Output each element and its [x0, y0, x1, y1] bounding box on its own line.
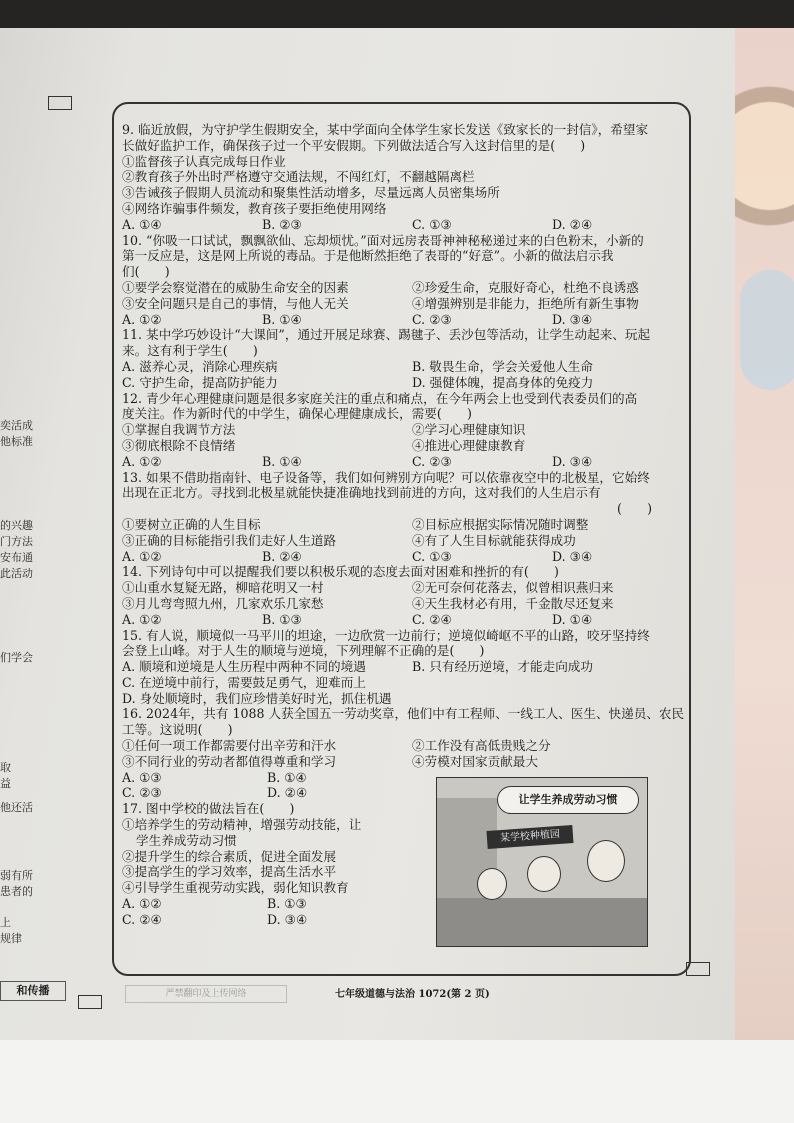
- q15-stem: 15. 有人说，顺境似一马平川的坦途，一边欣赏一边前行；逆境似崎岖不平的山路，咬牙坚持终: [122, 627, 650, 643]
- q14-options: [122, 612, 682, 628]
- option-c: C. ①③: [412, 216, 452, 232]
- option-d: D. 身处顺境时，我们应珍惜美好时光，抓住机遇: [122, 690, 392, 706]
- option-a: A. ①②: [122, 611, 162, 627]
- q11-stem: 来。这有利于学生( ): [122, 343, 258, 359]
- q11-options: [122, 375, 682, 391]
- margin-text: 们学会: [0, 651, 33, 664]
- margin-text: 安布通: [0, 551, 33, 564]
- q10-items: [122, 296, 682, 312]
- item: ①山重水复疑无路，柳暗花明又一村: [122, 580, 324, 596]
- table-surface: [0, 1040, 794, 1123]
- q13-stem: ( ): [616, 501, 652, 517]
- item: ②珍爱生命，克服好奇心，杜绝不良诱惑: [412, 279, 639, 295]
- item: ④天生我材必有用，千金散尽还复来: [412, 595, 614, 611]
- q17-item: ②提升学生的综合素质，促进全面发展: [122, 848, 337, 864]
- q9-stem: 9. 临近放假，为守护学生假期安全，某中学面向全体学生家长发送《致家长的一封信》，希望家: [122, 122, 649, 137]
- item: ④增强辨别是非能力，拒绝所有新生事物: [412, 295, 639, 311]
- option-a: A. 滋养心灵，消除心理疾病: [122, 358, 278, 374]
- q13-items: [122, 533, 682, 549]
- option-a: A. ①③: [122, 769, 162, 785]
- q11-stem: 11. 某中学巧妙设计“大课间”，通过开展足球赛、踢毽子、丢沙包等活动，让学生动起来、玩起: [122, 327, 651, 343]
- q9-stem: 长做好监护工作，确保孩子过一个平安假期。下列做法适合写入这封信里的是( ): [122, 137, 586, 153]
- item: ③正确的目标能指引我们走好人生道路: [122, 532, 337, 548]
- speech-bubble: 让学生养成劳动习惯: [497, 786, 639, 814]
- q12-items: [122, 422, 682, 438]
- option-a: A. 顺境和逆境是人生历程中两种不同的境遇: [122, 659, 366, 675]
- faint-stamp: 严禁翻印及上传网络: [125, 985, 287, 1003]
- q10-options: [122, 312, 682, 328]
- margin-text: 患者的: [0, 885, 33, 898]
- q14-stem: 14. 下列诗句中可以提醒我们要以积极乐观的态度去面对困难和挫折的有( ): [122, 564, 559, 580]
- option-b: B. ①③: [267, 896, 307, 912]
- q17-stem: 17. 图中学校的做法旨在( ): [122, 801, 295, 817]
- option-d: D. ②④: [552, 216, 593, 232]
- q10-stem: 第一反应是，这是网上所说的毒品。于是他断然拒绝了表哥的“好意”。小新的做法启示我: [122, 248, 614, 264]
- q16-stem: 16. 2024年，共有 1088 人获全国五一劳动奖章，他们中有工程师、一线工人、医生、快递员、农民: [122, 706, 685, 722]
- q17-item: 学生养成劳动习惯: [136, 832, 237, 848]
- margin-text: 他标准: [0, 435, 33, 448]
- q15-options: [122, 659, 682, 675]
- corner-mark: [78, 995, 102, 1009]
- option-b: B. ①④: [262, 311, 302, 327]
- q14-items: [122, 580, 682, 596]
- margin-text: 此活动: [0, 567, 33, 580]
- q17-item: ①培养学生的劳动精神，增强劳动技能，让: [122, 817, 362, 833]
- q9-options: [122, 217, 682, 233]
- option-c: C. ②④: [412, 611, 452, 627]
- q15-stem: 会登上山峰。对于人生的顺境与逆境，下列理解不正确的是( ): [122, 643, 485, 659]
- page-number: 七年级道德与法治 1072(第 2 页): [335, 989, 490, 1000]
- top-shadow: [0, 0, 794, 28]
- option-b: B. ①④: [267, 769, 307, 785]
- q10-stem: 们( ): [122, 264, 170, 280]
- option-c: C. ②④: [122, 911, 162, 927]
- margin-text: 规律: [0, 932, 22, 945]
- q17-item: ④引导学生重视劳动实践，弱化知识教育: [122, 880, 349, 896]
- q17-item: ③提高学生的学习效率，提高生活水平: [122, 864, 337, 880]
- option-b: B. ①④: [262, 453, 302, 469]
- ground: [437, 898, 647, 946]
- option-d: D. ②④: [267, 785, 308, 801]
- q13-options: [122, 549, 682, 565]
- q10-stem: 10. “你吸一口试试，飘飘欲仙、忘却烦忧。”面对远房表哥神神秘秘递过来的白色粉末，小新的: [122, 232, 644, 248]
- q17-illustration: [436, 777, 648, 947]
- left-page-fragment: [0, 100, 72, 1000]
- margin-text: 弱有所: [0, 869, 33, 882]
- item: ②目标应根据实际情况随时调整: [412, 516, 589, 532]
- option-b: B. ①③: [262, 611, 302, 627]
- option-d: D. ①④: [552, 611, 593, 627]
- q13-items: [122, 517, 682, 533]
- margin-text: 他还活: [0, 801, 33, 814]
- q16-items: [122, 738, 682, 754]
- q12-stem: 度关注。作为新时代的中学生，确保心理健康成长，需要( ): [122, 406, 472, 422]
- q12-options: [122, 454, 682, 470]
- option-a: A. ①②: [122, 453, 162, 469]
- q12-stem: 12. 青少年心理健康问题是很多家庭关注的重点和痛点，在今年两会上也受到代表委员们的高: [122, 390, 638, 406]
- margin-text: 上: [0, 916, 11, 929]
- q9-item: ②教育孩子外出时严格遵守交通法规，不闯红灯，不翻越隔离栏: [122, 169, 475, 185]
- q11-options: [122, 359, 682, 375]
- option-c: C. 在逆境中前行，需要鼓足勇气，迎难而上: [122, 674, 366, 690]
- margin-text: 取: [0, 761, 11, 774]
- option-d: D. ③④: [552, 311, 593, 327]
- option-b: B. 敬畏生命，学会关爱他人生命: [412, 358, 593, 374]
- item: ③安全问题只是自己的事情，与他人无关: [122, 295, 349, 311]
- option-a: A. ①②: [122, 548, 162, 564]
- q14-items: [122, 596, 682, 612]
- option-b: B. ②④: [262, 548, 302, 564]
- item: ②无可奈何花落去，似曾相识燕归来: [412, 580, 614, 596]
- item: ②工作没有高低贵贱之分: [412, 738, 551, 754]
- q16-items: [122, 754, 682, 770]
- option-d: D. ③④: [552, 548, 593, 564]
- margin-text: 奕活成: [0, 419, 33, 432]
- q9-item: ④网络诈骗事件频发，教育孩子要拒绝使用网络: [122, 200, 387, 216]
- option-c: C. 守护生命，提高防护能力: [122, 374, 278, 390]
- item: ①掌握自我调节方法: [122, 422, 236, 438]
- item: ③月儿弯弯照九州，几家欢乐几家愁: [122, 595, 324, 611]
- q10-items: [122, 280, 682, 296]
- option-c: C. ①③: [412, 548, 452, 564]
- option-b: B. ②③: [262, 216, 302, 232]
- item: ④有了人生目标就能获得成功: [412, 532, 576, 548]
- item: ①要树立正确的人生目标: [122, 516, 261, 532]
- teacher-figure: [587, 840, 625, 882]
- margin-text: 益: [0, 777, 11, 790]
- q12-items: [122, 438, 682, 454]
- student-figure: [527, 856, 561, 892]
- item: ④劳模对国家贡献最大: [412, 753, 538, 769]
- option-d: D. ③④: [267, 911, 308, 927]
- option-d: D. 强健体魄，提高身体的免疫力: [412, 374, 594, 390]
- item: ①任何一项工作都需要付出辛劳和汗水: [122, 738, 337, 754]
- q9-item: ①监督孩子认真完成每日作业: [122, 153, 286, 169]
- q13-stem: 13. 如果不借助指南针、电子设备等，我们如何辨别方向呢？可以依靠夜空中的北极星，它始终: [122, 469, 650, 485]
- margin-text: 的兴趣: [0, 519, 33, 532]
- garden-sign: 某学校种植园: [486, 825, 573, 849]
- left-footer-box: 和传播: [0, 981, 66, 1001]
- q13-stem: 出现在正北方。寻找到北极星就能快捷准确地找到前进的方向，这对我们的人生启示有: [122, 485, 601, 501]
- q16-stem: 工等。这说明( ): [122, 722, 233, 738]
- option-c: C. ②③: [412, 311, 452, 327]
- item: ③不同行业的劳动者都值得尊重和学习: [122, 753, 337, 769]
- option-c: C. ②③: [122, 785, 162, 801]
- item: ①要学会察觉潜在的威胁生命安全的因素: [122, 279, 349, 295]
- option-c: C. ②③: [412, 453, 452, 469]
- option-a: A. ①②: [122, 896, 162, 912]
- option-d: D. ③④: [552, 453, 593, 469]
- option-a: A. ①②: [122, 311, 162, 327]
- option-b: B. 只有经历逆境，才能走向成功: [412, 659, 593, 675]
- item: ④推进心理健康教育: [412, 437, 526, 453]
- item: ③彻底根除不良情绪: [122, 437, 236, 453]
- q9-item: ③告诫孩子假期人员流动和聚集性活动增多，尽量远离人员密集场所: [122, 185, 500, 201]
- item: ②学习心理健康知识: [412, 422, 526, 438]
- cartoon-decoration-blue: [740, 270, 794, 390]
- student-figure: [477, 868, 507, 900]
- option-a: A. ①④: [122, 216, 162, 232]
- margin-text: 门方法: [0, 535, 33, 548]
